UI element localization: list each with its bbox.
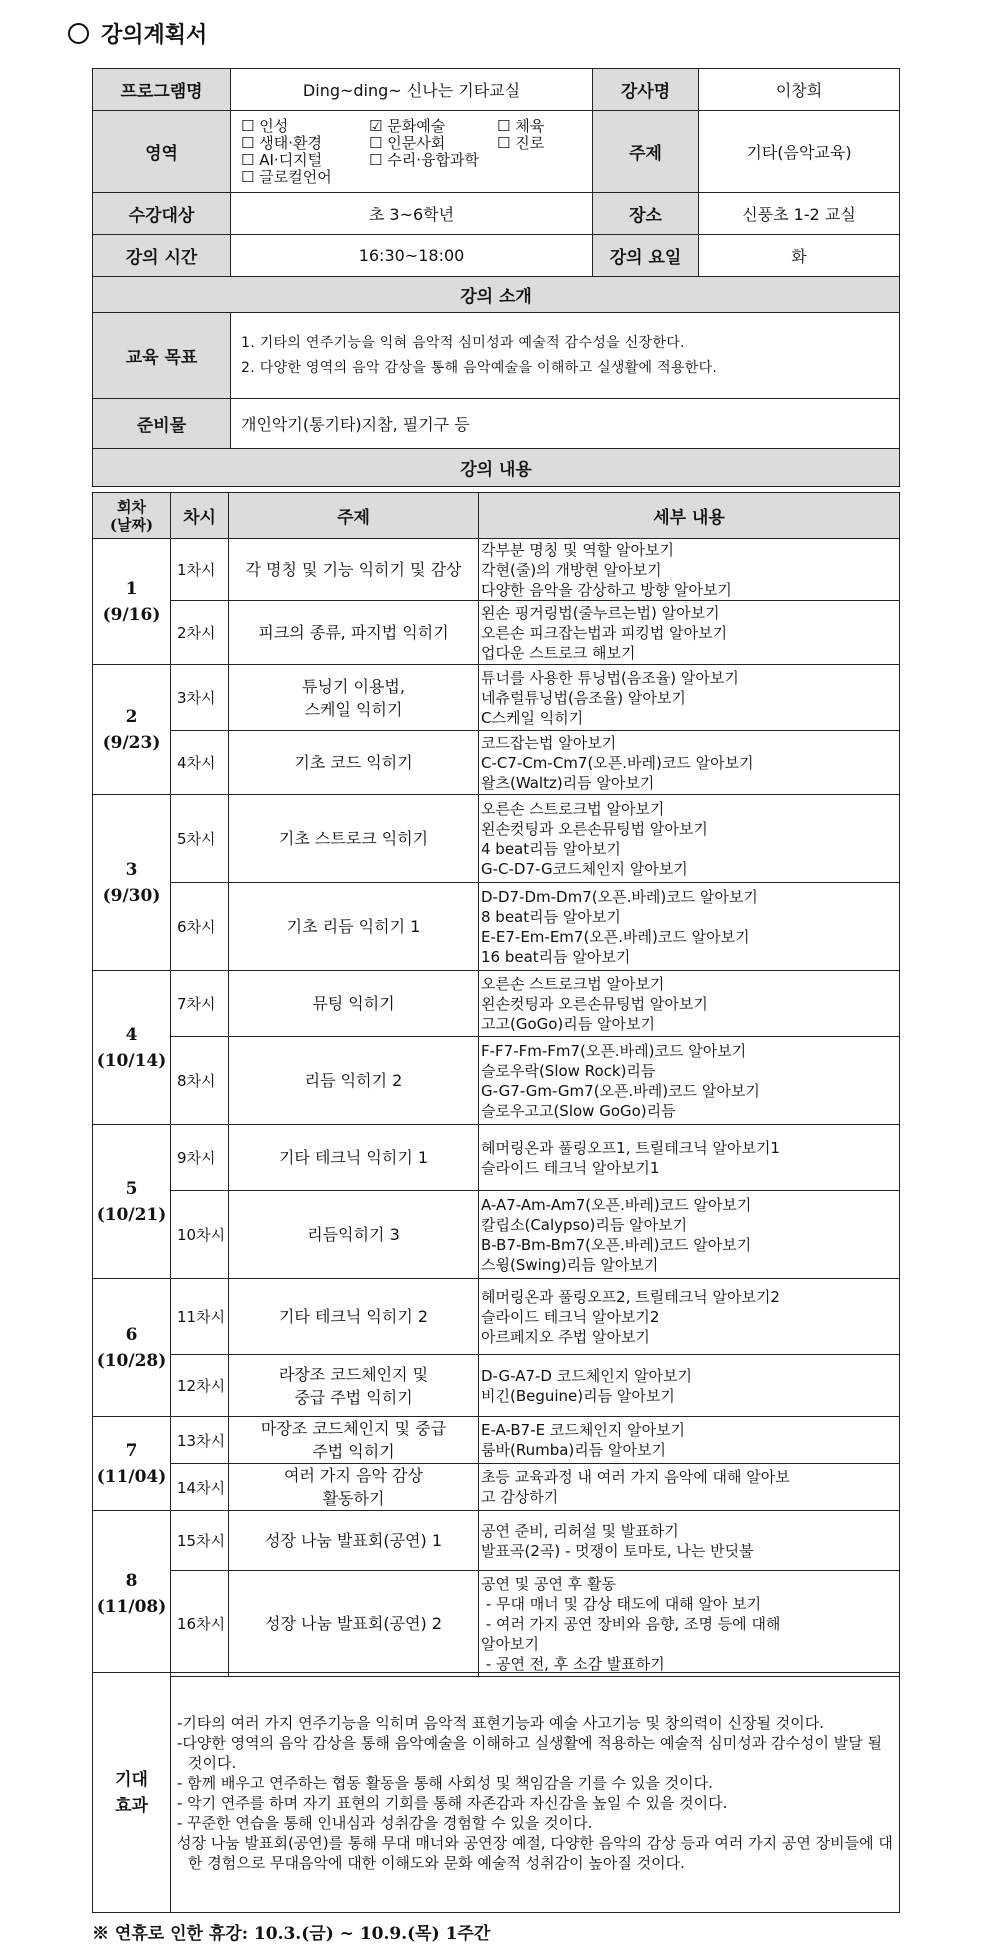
col-week-header: 회차 (날짜) <box>93 493 171 539</box>
session-row <box>93 1417 900 1464</box>
detail-cell: E-A-B7-E 코드체인지 알아보기 룸바(Rumba)리듬 알아보기 <box>479 1417 900 1464</box>
goal-item: 1. 기타의 연주기능을 익혀 음악적 심미성과 예술적 감수성을 신장한다. <box>241 334 685 351</box>
session-row <box>93 1464 900 1511</box>
detail-cell: 오른손 스트로크법 알아보기 왼손컷팅과 오른손뮤팅법 알아보기 고고(GoGo)리듬 알아보기 <box>479 971 900 1037</box>
week-date: (9/30) <box>102 885 161 906</box>
topic-cell: 리듬익히기 3 <box>229 1191 479 1279</box>
topic-cell: 성장 나눔 발표회(공연) 2 <box>229 1571 479 1677</box>
effect-item: - 꾸준한 연습을 통해 인내심과 성취감을 경험할 수 있을 것이다. <box>177 1813 593 1832</box>
effect-item: -다양한 영역의 음악 감상을 통해 음악예술을 이해하고 실생활에 적용하는 예술적 심미성과 감수성이 발달 될 것이다. <box>177 1733 882 1772</box>
session-cell: 11차시 <box>171 1279 229 1355</box>
detail-cell: 헤머링온과 풀링오프1, 트릴테크닉 알아보기1 슬라이드 테크닉 알아보기1 <box>479 1125 900 1191</box>
intro-header: 강의 소개 <box>93 277 900 313</box>
target-label: 수강대상 <box>93 193 231 235</box>
week-number: 3 <box>125 859 138 880</box>
day-label: 강의 요일 <box>593 235 699 277</box>
session-row <box>93 539 900 601</box>
week-date: (9/16) <box>102 604 161 625</box>
info-table <box>92 68 900 487</box>
week-date: (9/23) <box>102 732 161 753</box>
detail-cell: 코드잡는법 알아보기 C-C7-Cm-Cm7(오픈.바레)코드 알아보기 왈츠(Waltz)리듬 알아보기 <box>479 731 900 795</box>
session-cell: 7차시 <box>171 971 229 1037</box>
area-option[interactable]: ☐ 생태·환경 <box>241 133 322 152</box>
material-label: 준비물 <box>93 399 231 449</box>
program-label: 프로그램명 <box>93 69 231 111</box>
session-cell: 14차시 <box>171 1464 229 1511</box>
circle-bullet-icon <box>68 23 89 44</box>
session-row <box>93 971 900 1037</box>
session-row <box>93 1191 900 1279</box>
week-cell <box>93 795 171 971</box>
week-cell <box>93 971 171 1125</box>
week-cell <box>93 1125 171 1279</box>
session-row <box>93 795 900 883</box>
detail-cell: 각부분 명칭 및 역할 알아보기 각현(줄)의 개방현 알아보기 다양한 음악을 감상하고 방향 알아보기 <box>479 539 900 601</box>
detail-cell: 공연 준비, 리허설 및 발표하기 발표곡(2곡) - 멋쟁이 토마토, 나는 반딧불 <box>479 1511 900 1571</box>
week-number: 5 <box>125 1178 138 1199</box>
col-session-header: 차시 <box>171 493 229 539</box>
session-cell: 4차시 <box>171 731 229 795</box>
topic-cell: 라장조 코드체인지 및 중급 주법 익히기 <box>229 1355 479 1417</box>
session-cell: 10차시 <box>171 1191 229 1279</box>
area-checkbox-group <box>231 111 593 193</box>
week-date: (10/14) <box>96 1050 167 1071</box>
effects-label: 기대 효과 <box>93 1673 171 1913</box>
topic-cell: 기타 테크닉 익히기 1 <box>229 1125 479 1191</box>
area-option[interactable]: ☐ 인성 <box>241 116 289 135</box>
session-row <box>93 665 900 731</box>
program-value: Ding~ding~ 신나는 기타교실 <box>231 69 593 111</box>
topic-cell: 성장 나눔 발표회(공연) 1 <box>229 1511 479 1571</box>
place-value: 신풍초 1-2 교실 <box>699 193 900 235</box>
document-title-text: 강의계획서 <box>101 22 208 48</box>
area-option[interactable]: ☐ 진로 <box>497 133 545 152</box>
session-cell: 13차시 <box>171 1417 229 1464</box>
detail-cell: A-A7-Am-Am7(오픈.바레)코드 알아보기 칼립소(Calypso)리듬 알아보기 B-B7-Bm-Bm7(오픈.바레)코드 알아보기 스윙(Swing)리듬 알아보기 <box>479 1191 900 1279</box>
time-label: 강의 시간 <box>93 235 231 277</box>
detail-cell: 초등 교육과정 내 여러 가지 음악에 대해 알아보 고 감상하기 <box>479 1464 900 1511</box>
topic-cell: 여러 가지 음악 감상 활동하기 <box>229 1464 479 1511</box>
week-date: (10/28) <box>96 1350 167 1371</box>
session-row <box>93 731 900 795</box>
detail-cell: 오른손 스트로크법 알아보기 왼손컷팅과 오른손뮤팅법 알아보기 4 beat리듬 알아보기 G-C-D7-G코드체인지 알아보기 <box>479 795 900 883</box>
holiday-note: ※ 연휴로 인한 휴강: 10.3.(금) ~ 10.9.(목) 1주간 <box>92 1924 491 1944</box>
area-label: 영역 <box>93 111 231 193</box>
target-value: 초 3~6학년 <box>231 193 593 235</box>
session-cell: 2차시 <box>171 601 229 665</box>
week-number: 6 <box>125 1324 138 1345</box>
week-number: 4 <box>125 1024 138 1045</box>
session-cell: 8차시 <box>171 1037 229 1125</box>
topic-cell: 마장조 코드체인지 및 중급 주법 익히기 <box>229 1417 479 1464</box>
detail-cell: 튜너를 사용한 튜닝법(음조율) 알아보기 네츄럴튜닝법(음조율) 알아보기 C스케일 익히기 <box>479 665 900 731</box>
effects-table <box>92 1672 900 1913</box>
area-option[interactable]: ☐ 인문사회 <box>369 133 446 152</box>
session-row <box>93 1511 900 1571</box>
document-title <box>68 18 207 49</box>
instructor-label: 강사명 <box>593 69 699 111</box>
place-label: 장소 <box>593 193 699 235</box>
week-cell <box>93 539 171 665</box>
subject-value: 기타(음악교육) <box>699 111 900 193</box>
col-topic-header: 주제 <box>229 493 479 539</box>
area-option[interactable]: ☐ 체육 <box>497 116 545 135</box>
session-row <box>93 601 900 665</box>
session-cell: 15차시 <box>171 1511 229 1571</box>
area-option[interactable]: ☐ 글로컬언어 <box>241 167 332 186</box>
session-cell: 5차시 <box>171 795 229 883</box>
day-value: 화 <box>699 235 900 277</box>
week-date: (11/08) <box>96 1596 167 1617</box>
week-cell <box>93 1279 171 1417</box>
area-option[interactable]: ☑ 문화예술 <box>369 116 446 135</box>
session-cell: 12차시 <box>171 1355 229 1417</box>
session-row <box>93 1279 900 1355</box>
session-cell: 6차시 <box>171 883 229 971</box>
effect-item: - 함께 배우고 연주하는 협동 활동을 통해 사회성 및 책임감을 기를 수 있을 것이다. <box>177 1773 713 1792</box>
topic-cell: 피크의 종류, 파지법 익히기 <box>229 601 479 665</box>
effect-item: 성장 나눔 발표회(공연)를 통해 무대 매너와 공연장 예절, 다양한 음악의 감상 등과 여러 가지 공연 장비들에 대한 경험으로 무대음악에 대한 이해도와 문화 예술적 성취감이 높아질 것이다. <box>177 1833 893 1872</box>
session-cell: 9차시 <box>171 1125 229 1191</box>
topic-cell: 각 명칭 및 기능 익히기 및 감상 <box>229 539 479 601</box>
content-header: 강의 내용 <box>93 449 900 487</box>
week-number: 8 <box>125 1570 138 1591</box>
topic-cell: 뮤팅 익히기 <box>229 971 479 1037</box>
week-date: (11/04) <box>96 1466 167 1487</box>
detail-cell: 왼손 핑거링법(줄누르는법) 알아보기 오른손 피크잡는법과 피킹법 알아보기 업다운 스트로크 해보기 <box>479 601 900 665</box>
effects-list <box>171 1673 900 1913</box>
session-cell: 1차시 <box>171 539 229 601</box>
col-detail-header: 세부 내용 <box>479 493 900 539</box>
material-value: 개인악기(통기타)지참, 필기구 등 <box>231 399 900 449</box>
subject-label: 주제 <box>593 111 699 193</box>
effect-item: - 악기 연주를 하며 자기 표현의 기회를 통해 자존감과 자신감을 높일 수 있을 것이다. <box>177 1793 728 1812</box>
session-row <box>93 883 900 971</box>
area-option[interactable]: ☐ AI·디지털 <box>241 150 323 169</box>
goal-item: 2. 다양한 영역의 음악 감상을 통해 음악예술을 이해하고 실생활에 적용한다. <box>241 359 718 376</box>
goal-list <box>231 313 900 399</box>
content-table <box>92 492 900 1677</box>
effect-item: -기타의 여러 가지 연주기능을 익히며 음악적 표현기능과 예술 사고기능 및 창의력이 신장될 것이다. <box>177 1713 825 1732</box>
topic-cell: 튜닝기 이용법, 스케일 익히기 <box>229 665 479 731</box>
week-date: (10/21) <box>96 1204 167 1225</box>
session-cell: 3차시 <box>171 665 229 731</box>
time-value: 16:30~18:00 <box>231 235 593 277</box>
topic-cell: 기초 스트로크 익히기 <box>229 795 479 883</box>
topic-cell: 기초 리듬 익히기 1 <box>229 883 479 971</box>
detail-cell: D-G-A7-D 코드체인지 알아보기 비긴(Beguine)리듬 알아보기 <box>479 1355 900 1417</box>
session-row <box>93 1571 900 1677</box>
detail-cell: F-F7-Fm-Fm7(오픈.바레)코드 알아보기 슬로우락(Slow Rock)리듬 G-G7-Gm-Gm7(오픈.바레)코드 알아보기 슬로우고고(Slow GoGo)리듬 <box>479 1037 900 1125</box>
week-cell <box>93 1511 171 1677</box>
week-number: 7 <box>125 1440 138 1461</box>
week-cell <box>93 665 171 795</box>
topic-cell: 기초 코드 익히기 <box>229 731 479 795</box>
session-cell: 16차시 <box>171 1571 229 1677</box>
week-number: 2 <box>125 706 138 727</box>
topic-cell: 리듬 익히기 2 <box>229 1037 479 1125</box>
session-row <box>93 1125 900 1191</box>
session-row <box>93 1037 900 1125</box>
week-number: 1 <box>125 578 138 599</box>
detail-cell: D-D7-Dm-Dm7(오픈.바레)코드 알아보기 8 beat리듬 알아보기 E-E7-Em-Em7(오픈.바레)코드 알아보기 16 beat리듬 알아보기 <box>479 883 900 971</box>
detail-cell: 공연 및 공연 후 활동 - 무대 매너 및 감상 태도에 대해 알아 보기 - 여러 가지 공연 장비와 음향, 조명 등에 대해 알아보기 - 공연 전, 후 소감 발표하기 <box>479 1571 900 1677</box>
topic-cell: 기타 테크닉 익히기 2 <box>229 1279 479 1355</box>
area-option[interactable]: ☐ 수리·융합과학 <box>369 150 479 169</box>
session-row <box>93 1355 900 1417</box>
detail-cell: 헤머링온과 풀링오프2, 트릴테크닉 알아보기2 슬라이드 테크닉 알아보기2 아르페지오 주법 알아보기 <box>479 1279 900 1355</box>
week-cell <box>93 1417 171 1511</box>
instructor-value: 이창희 <box>699 69 900 111</box>
goal-label: 교육 목표 <box>93 313 231 399</box>
